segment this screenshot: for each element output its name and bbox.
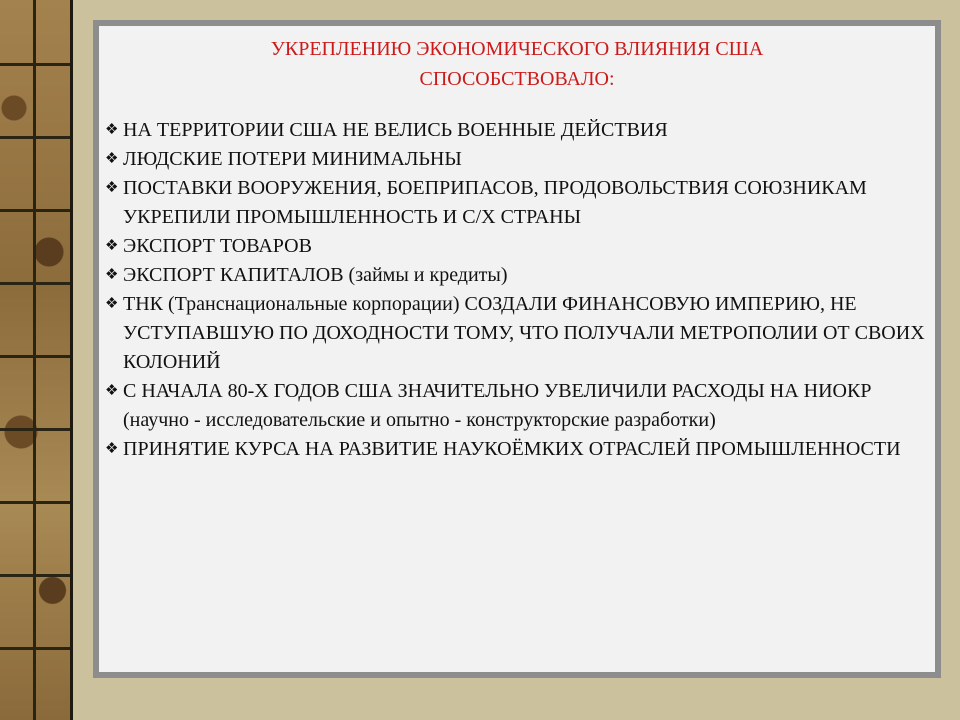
list-item (105, 435, 935, 464)
diamond-bullet-icon: ❖ (105, 296, 119, 312)
list-item-text: ЭКСПОРТ ТОВАРОВ (123, 235, 312, 257)
list-item-text: ЭКСПОРТ КАПИТАЛОВ (займы и кредиты) (123, 264, 508, 286)
diamond-bullet-icon: ❖ (105, 441, 119, 457)
diamond-bullet-icon: ❖ (105, 151, 119, 167)
list-item-text: НА ТЕРРИТОРИИ США НЕ ВЕЛИСЬ ВОЕННЫЕ ДЕЙСТВИЯ (123, 119, 668, 141)
list-item (105, 290, 935, 377)
list-item (105, 232, 935, 261)
diamond-bullet-icon: ❖ (105, 383, 119, 399)
list-item (105, 174, 935, 232)
list-item (105, 377, 935, 435)
list-item-text: ЛЮДСКИЕ ПОТЕРИ МИНИМАЛЬНЫ (123, 148, 462, 170)
title-line-1: УКРЕПЛЕНИЮ ЭКОНОМИЧЕСКОГО ВЛИЯНИЯ США (270, 38, 764, 60)
diamond-bullet-icon: ❖ (105, 122, 119, 138)
list-item (105, 145, 935, 174)
diamond-bullet-icon: ❖ (105, 267, 119, 283)
slide-title (99, 34, 935, 94)
diamond-bullet-icon: ❖ (105, 238, 119, 254)
content-panel (93, 20, 941, 678)
list-item-text: С НАЧАЛА 80-Х ГОДОВ США ЗНАЧИТЕЛЬНО УВЕЛИЧИЛИ РАСХОДЫ НА НИОКР (научно - исследовательские и опытно - конструкторские разработки) (123, 380, 872, 431)
title-line-2: СПОСОБСТВОВАЛО: (419, 68, 615, 90)
diamond-bullet-icon: ❖ (105, 180, 119, 196)
list-item (105, 261, 935, 290)
list-item-text: ПРИНЯТИЕ КУРСА НА РАЗВИТИЕ НАУКОЁМКИХ ОТРАСЛЕЙ ПРОМЫШЛЕННОСТИ (123, 438, 901, 460)
list-item-text: ТНК (Транснациональные корпорации) СОЗДАЛИ ФИНАНСОВУЮ ИМПЕРИЮ, НЕ УСТУПАВШУЮ ПО ДОХОДНОСТИ ТОМУ, ЧТО ПОЛУЧАЛИ МЕТРОПОЛИИ ОТ СВОИХ КОЛОНИЙ (123, 293, 925, 373)
list-item-text: ПОСТАВКИ ВООРУЖЕНИЯ, БОЕПРИПАСОВ, ПРОДОВОЛЬСТВИЯ СОЮЗНИКАМ УКРЕПИЛИ ПРОМЫШЛЕННОСТЬ И С/Х СТРАНЫ (123, 177, 867, 228)
bullet-list (99, 116, 935, 464)
decorative-tile-strip (0, 0, 70, 720)
list-item (105, 116, 935, 145)
